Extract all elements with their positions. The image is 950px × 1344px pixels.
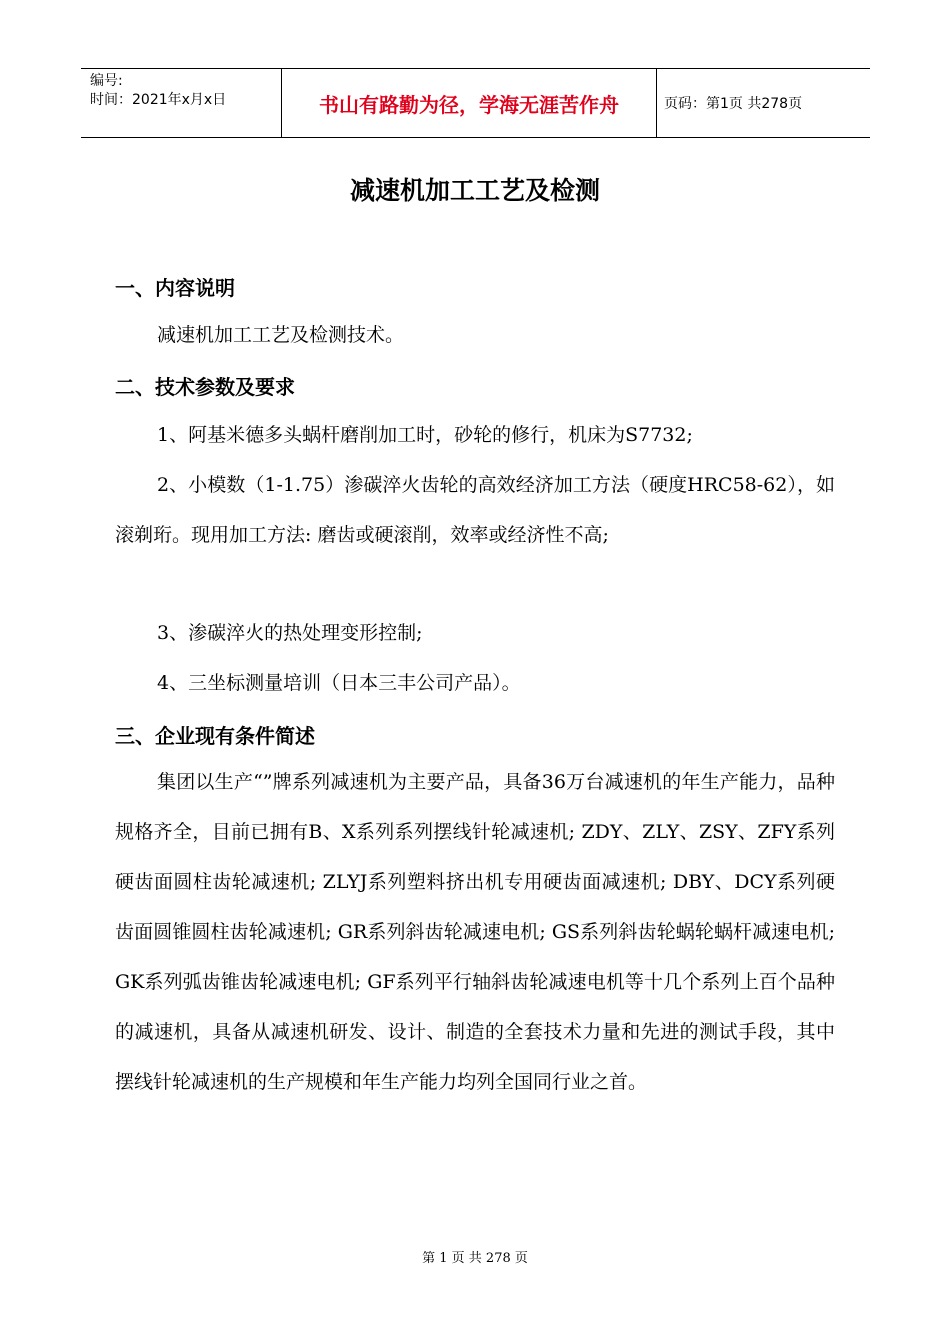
document-title: 减速机加工工艺及检测 bbox=[349, 176, 600, 205]
section-heading-3: 三、企业现有条件简述 bbox=[115, 724, 315, 748]
section-heading-1: 一、内容说明 bbox=[115, 276, 235, 300]
paragraph-req-1: 1、阿基米德多头蜗杆磨削加工时，砂轮的修行，机床为S7732; bbox=[157, 424, 693, 446]
date-line: 时间：2021年x月x日 bbox=[90, 92, 227, 108]
number-label: 编号: bbox=[90, 73, 123, 89]
header-motto: 书山有路勤为径，学海无涯苦作舟 bbox=[282, 69, 657, 137]
header-table bbox=[81, 68, 870, 138]
paragraph-req-2: 2、小模数（1-1.75）渗碳淬火齿轮的高效经济加工方法（硬度HRC58-62），如滚剃珩。现用加工方法: 磨齿或硬滚削，效率或经济性不高; bbox=[115, 474, 835, 546]
header-meta bbox=[81, 69, 282, 137]
header-page-info: 页码：第1页 共278页 bbox=[664, 96, 803, 112]
page-footer: 第 1 页 共 278 页 bbox=[422, 1251, 528, 1266]
paragraph-content-desc: 减速机加工工艺及检测技术。 bbox=[157, 324, 405, 346]
paragraph-company: 集团以生产“”牌系列减速机为主要产品，具备36万台减速机的年生产能力，品种规格齐全，目前已拥有B、X系列系列摆线针轮减速机; ZDY、ZLY、ZSY、ZFY系列硬齿面圆柱齿轮减速机; ZLYJ系列塑料挤出机专用硬齿面减速机; DBY、DCY系列硬齿面圆锥圆柱齿轮减速机; GR系列斜齿轮减速电机; GS系列斜齿轮蜗轮蜗杆减速电机; GK系列弧齿锥齿轮减速电机; GF系列平行轴斜齿轮减速电机等十几个系列上百个品种的减速机，具备从减速机研发、设计、制造的全套技术力量和先进的测试手段，其中摆线针轮减速机的生产规模和年生产能力均列全国同行业之首。 bbox=[115, 771, 835, 1093]
paragraph-req-4: 4、三坐标测量培训（日本三丰公司产品）。 bbox=[157, 672, 521, 694]
section-heading-2: 二、技术参数及要求 bbox=[115, 375, 295, 399]
paragraph-req-3: 3、渗碳淬火的热处理变形控制; bbox=[157, 622, 423, 644]
